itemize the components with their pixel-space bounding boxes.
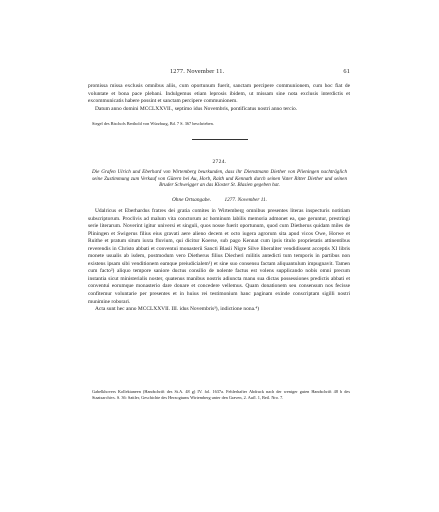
- source-place: Ohne Ortsangabe.: [171, 197, 212, 203]
- preceding-document-text: [88, 83, 350, 113]
- dating-clause: Datum anno domini MCCLXXVII., septimo idus Novembris, pontificatus nostri anno tercio.: [95, 105, 298, 112]
- document-body: [88, 208, 350, 314]
- page-number: 61: [343, 68, 350, 75]
- running-header: [88, 68, 350, 78]
- document-number: 2724.: [212, 159, 227, 165]
- document-summary: Die Grafen Ulrich und Eberhard von Wirtemberg beurkunden, dass ihr Dienstmann Diether von Plieningen nachträglich seine Zustimmung zum Verkauf von Gütern bei Au, Horb, Raith und Kennath durch seinen Vater Ritter Diether und seinen Bruder Schweigger an das Kloster St. Blasien gegeben hat.: [92, 169, 347, 189]
- acta-line: Acta sunt hec anno MCCLXXVII. III. idus Novembris³), indictione nona.⁴): [95, 306, 260, 313]
- header-date: 1277. November 11.: [170, 68, 225, 75]
- top-paragraph: promissa missa exclusis omnibus aliis, cum oportunum fuerit, sanctam percipere communionem, cum hoc fiat de voluntate et bona pace plebani. Indulgemus etiam leprosis ibidem, ut missam sine nota exclusis interdictis et excommunicatis habere possint et sanctam percipere communionem.: [88, 83, 350, 105]
- section-divider: [192, 139, 248, 140]
- document-text: Udalricus et Eberhardus fratres dei gratia comites in Wirtemberg omnibus presentes literas inspecturis notitiam subscriptorum. Proclivis ad malum vita conctorum ac hominum labilis memoria admonet ea, que geruntur, prestringi serie literarum. Noverint igitur universi et singuli, quos nosse fuerit oportunum, quod cum Dietherus quidam miles de Pliningen et Swigerus filius eius gravati aere alieno decem et octo iugera agrorum sita apud vicos Owe, Horwe et Ruithe et pratum situm iuxta fluvium, qui dicitur Koerse, sub pago Kennat cum ipsis titulo proprietatis attinentibus reverendis in Christo abbati et conventui monasterii Sancti Blasii Nigre Silve liberaliter vendidissent acceptis XI libris monete usualis ab isdem, postmodum vero Dietherus filius Diecheri militis antedicti tum temporis in partibus non existens ipsam sibi venditionem eamque preiudicialem¹) et sine suo consensu factam aliquantulum impugnavit. Tamen cum facto²) aliquo tempore saniore ductus consilio de nolente factus est volens supplicando nobis omni precum instantia sicut ministerialis noster, quatenus manibus nostris adiuncta manu sua dictas possessiones predictis abbati et conventui eorumque monasterio dare donare et concedere vellemus. Quam donationem seu consensum nos fecisse confitemur voluntarie per presentes et in huius rei testimonium hanc paginam exinde conscriptam sigilli nostri munimine roborari.: [88, 208, 350, 305]
- seal-note: Siegel des Bischofs Berthold von Würzburg, Bd. 7 S. 367 beschrieben.: [92, 121, 214, 126]
- source-line: [0, 197, 439, 203]
- footnotes: Gabelkhovers Kollektaneen (Handschrift des St.A. 48 g) IV. fol. 1637a. Fehlerhafter Abdruck nach der weniger guten Handschrift 48 b des Staatsarchivs. S. 36: Sattler, Geschichte des Herzogtums Wirtemberg unter den Graven, 2. Aufl. 1, Beil. Nro. 7.: [92, 389, 350, 400]
- source-date: 1277. November 11.: [224, 197, 268, 203]
